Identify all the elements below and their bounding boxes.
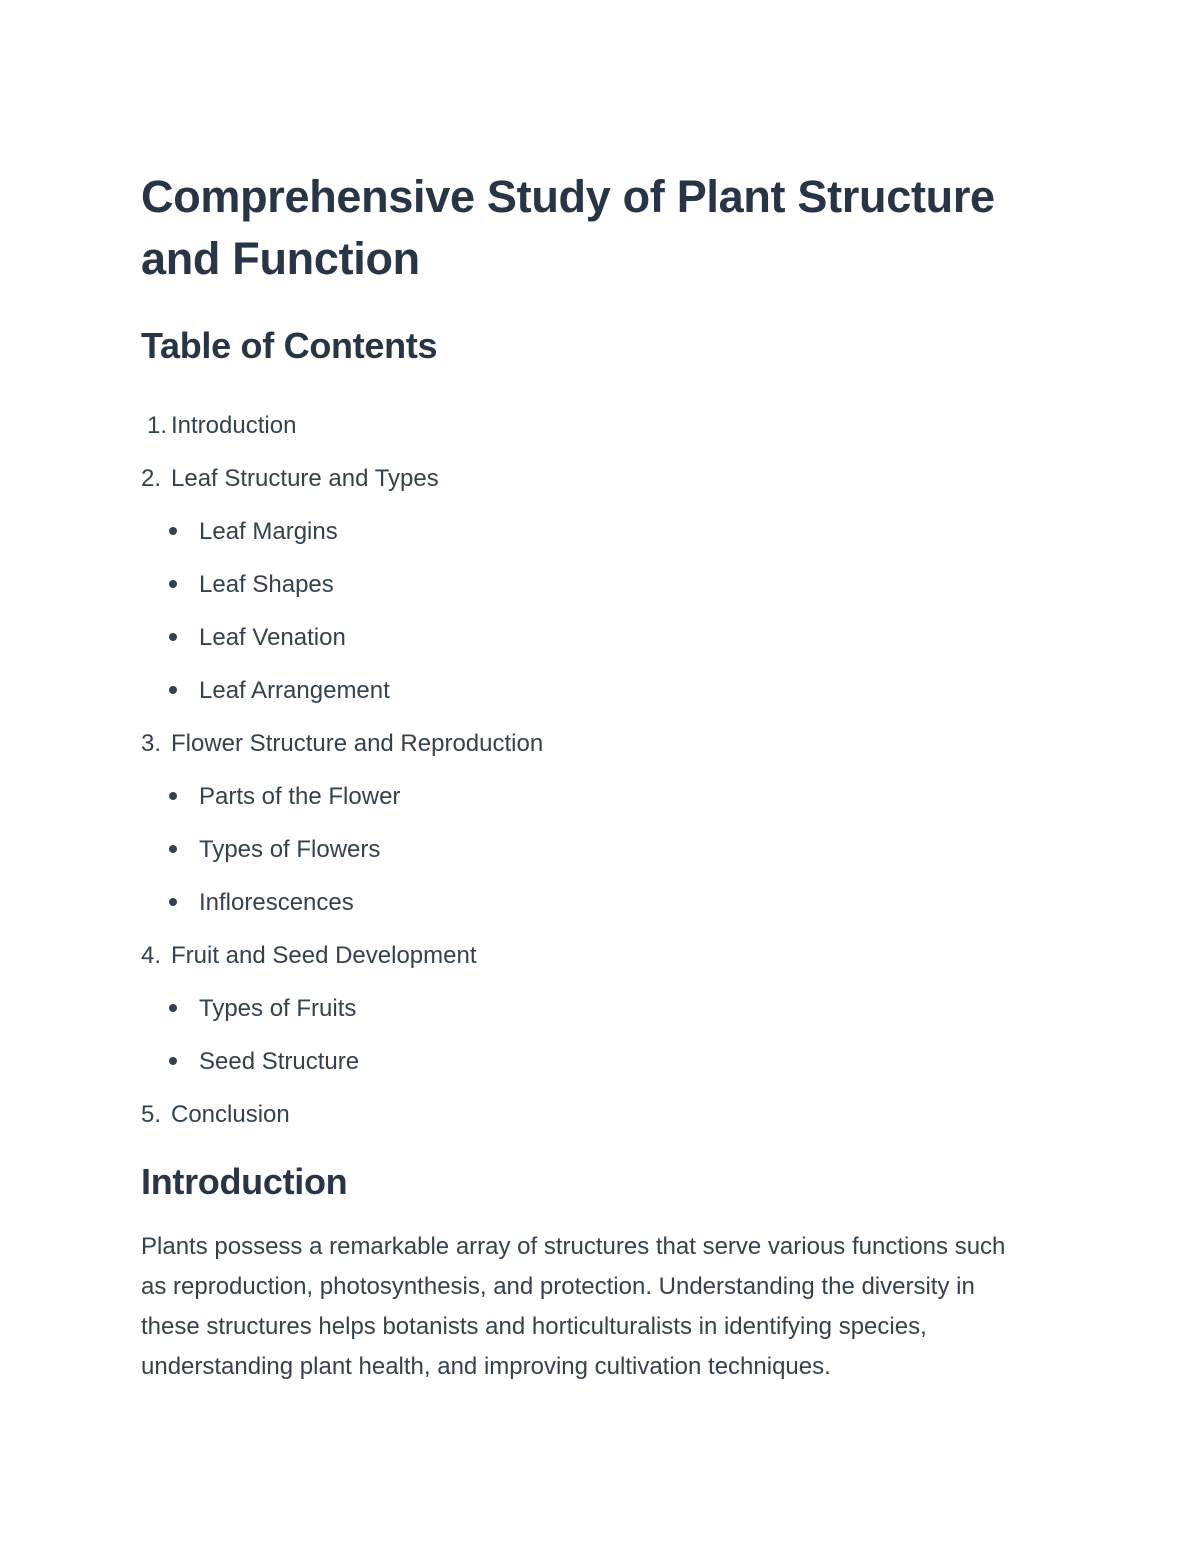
toc-item-label: Conclusion <box>171 1101 290 1128</box>
toc-subitem-leaf-arrangement <box>141 664 1041 717</box>
toc-subitem-label: Types of Fruits <box>199 995 357 1022</box>
bullet-icon <box>169 686 177 694</box>
table-of-contents <box>141 399 1041 1141</box>
toc-sublist-leaf <box>141 505 1041 717</box>
toc-item-number: 5. <box>141 1101 162 1128</box>
toc-sublist-fruit <box>141 982 1041 1088</box>
document-title: Comprehensive Study of Plant Structure and Function <box>141 171 995 284</box>
bullet-icon <box>169 1004 177 1012</box>
bullet-icon <box>169 1057 177 1065</box>
toc-subitem-parts-of-flower <box>141 770 1041 823</box>
toc-item-number: 3. <box>141 730 162 757</box>
toc-subitem-label: Leaf Shapes <box>199 571 334 598</box>
toc-item-number: 1. <box>147 412 168 439</box>
toc-item-fruit-seed <box>141 929 1041 982</box>
toc-subitem-label: Leaf Venation <box>199 624 346 651</box>
toc-item-label: Leaf Structure and Types <box>171 465 439 492</box>
bullet-icon <box>169 580 177 588</box>
toc-item-number: 4. <box>141 942 162 969</box>
toc-subitem-leaf-venation <box>141 611 1041 664</box>
toc-subitem-label: Types of Flowers <box>199 836 381 863</box>
toc-subitem-leaf-margins <box>141 505 1041 558</box>
toc-item-flower-structure <box>141 717 1041 770</box>
bullet-icon <box>169 527 177 535</box>
toc-item-conclusion <box>141 1088 1041 1141</box>
toc-subitem-label: Leaf Margins <box>199 518 338 545</box>
bullet-icon <box>169 792 177 800</box>
toc-subitem-label: Inflorescences <box>199 889 354 916</box>
toc-subitem-types-of-fruits <box>141 982 1041 1035</box>
introduction-paragraph: Plants possess a remarkable array of structures that serve various functions such as reproduction, photosynthesis, and protection. Understanding the diversity in these structures helps botanists and horticulturalists in identifying species, understanding plant health, and improving cultivation techniques. <box>141 1233 1006 1380</box>
toc-item-label: Flower Structure and Reproduction <box>171 730 544 757</box>
toc-subitem-seed-structure <box>141 1035 1041 1088</box>
bullet-icon <box>169 633 177 641</box>
toc-item-number: 2. <box>141 465 162 492</box>
toc-subitem-types-of-flowers <box>141 823 1041 876</box>
toc-subitem-label: Seed Structure <box>199 1048 360 1075</box>
toc-heading: Table of Contents <box>141 325 438 366</box>
document-page <box>141 166 1041 1387</box>
toc-item-label: Introduction <box>171 412 297 439</box>
toc-subitem-label: Parts of the Flower <box>199 783 401 810</box>
bullet-icon <box>169 845 177 853</box>
toc-item-introduction <box>141 399 1041 452</box>
toc-subitem-inflorescences <box>141 876 1041 929</box>
toc-sublist-flower <box>141 770 1041 929</box>
toc-item-leaf-structure <box>141 452 1041 505</box>
bullet-icon <box>169 898 177 906</box>
introduction-heading: Introduction <box>141 1161 348 1202</box>
toc-subitem-leaf-shapes <box>141 558 1041 611</box>
toc-item-label: Fruit and Seed Development <box>171 942 477 969</box>
toc-subitem-label: Leaf Arrangement <box>199 677 390 704</box>
